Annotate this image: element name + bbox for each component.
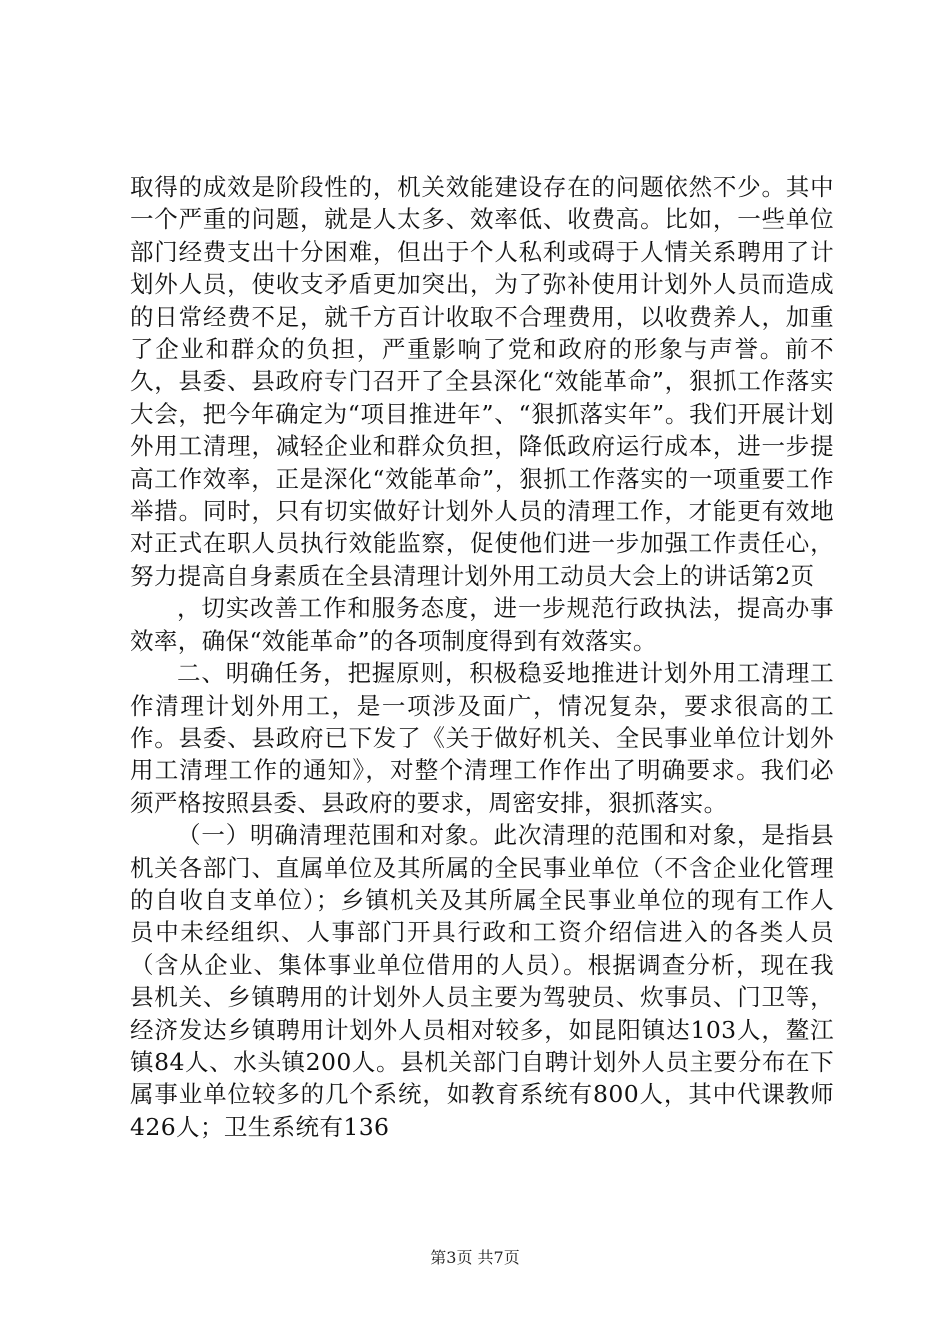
page-footer: 第3页 共7页: [430, 1248, 520, 1267]
paragraph-3: 二、明确任务，把握原则，积极稳妥地推进计划外用工清理工作清理计划外用工，是一项涉及面广，情况复杂，要求很高的工作。县委、县政府已下发了《关于做好机关、全民事业单位计划外用工清理工作的通知》，对整个清理工作作出了明确要求。我们必须严格按照县委、县政府的要求，周密安排，狠抓落实。: [130, 659, 834, 817]
paragraph-2: ，切实改善工作和服务态度，进一步规范行政执法，提高办事效率，确保“效能革命”的各项制度得到有效落实。: [130, 594, 834, 655]
document-body: [130, 171, 834, 1143]
paragraph-4: （一）明确清理范围和对象。此次清理的范围和对象，是指县机关各部门、直属单位及其所属的全民事业单位（不含企业化管理的自收自支单位）；乡镇机关及其所属全民事业单位的现有工作人员中未经组织、人事部门开具行政和工资介绍信进入的各类人员（含从企业、集体事业单位借用的人员）。根据调查分析，现在我县机关、乡镇聘用的计划外人员主要为驾驶员、炊事员、门卫等，经济发达乡镇聘用计划外人员相对较多，如昆阳镇达103人，鳌江镇84人、水头镇200人。县机关部门自聘计划外人员主要分布在下属事业单位较多的几个系统，如教育系统有800人，其中代课教师426人；卫生系统有136: [130, 821, 834, 1141]
paragraph-1: 取得的成效是阶段性的，机关效能建设存在的问题依然不少。其中一个严重的问题，就是人太多、效率低、收费高。比如，一些单位部门经费支出十分困难，但出于个人私利或碍于人情关系聘用了计划外人员，使收支矛盾更加突出，为了弥补使用计划外人员而造成的日常经费不足，就千方百计收取不合理费用，以收费养人，加重了企业和群众的负担，严重影响了党和政府的形象与声誉。前不久，县委、县政府专门召开了全县深化“效能革命”，狠抓工作落实大会，把今年确定为“项目推进年”、“狠抓落实年”。我们开展计划外用工清理，减轻企业和群众负担，降低政府运行成本，进一步提高工作效率，正是深化“效能革命”，狠抓工作落实的一项重要工作举措。同时，只有切实做好计划外人员的清理工作，才能更有效地对正式在职人员执行效能监察，促使他们进一步加强工作责任心，努力提高自身素质在全县清理计划外用工动员大会上的讲话第2页: [130, 173, 834, 590]
